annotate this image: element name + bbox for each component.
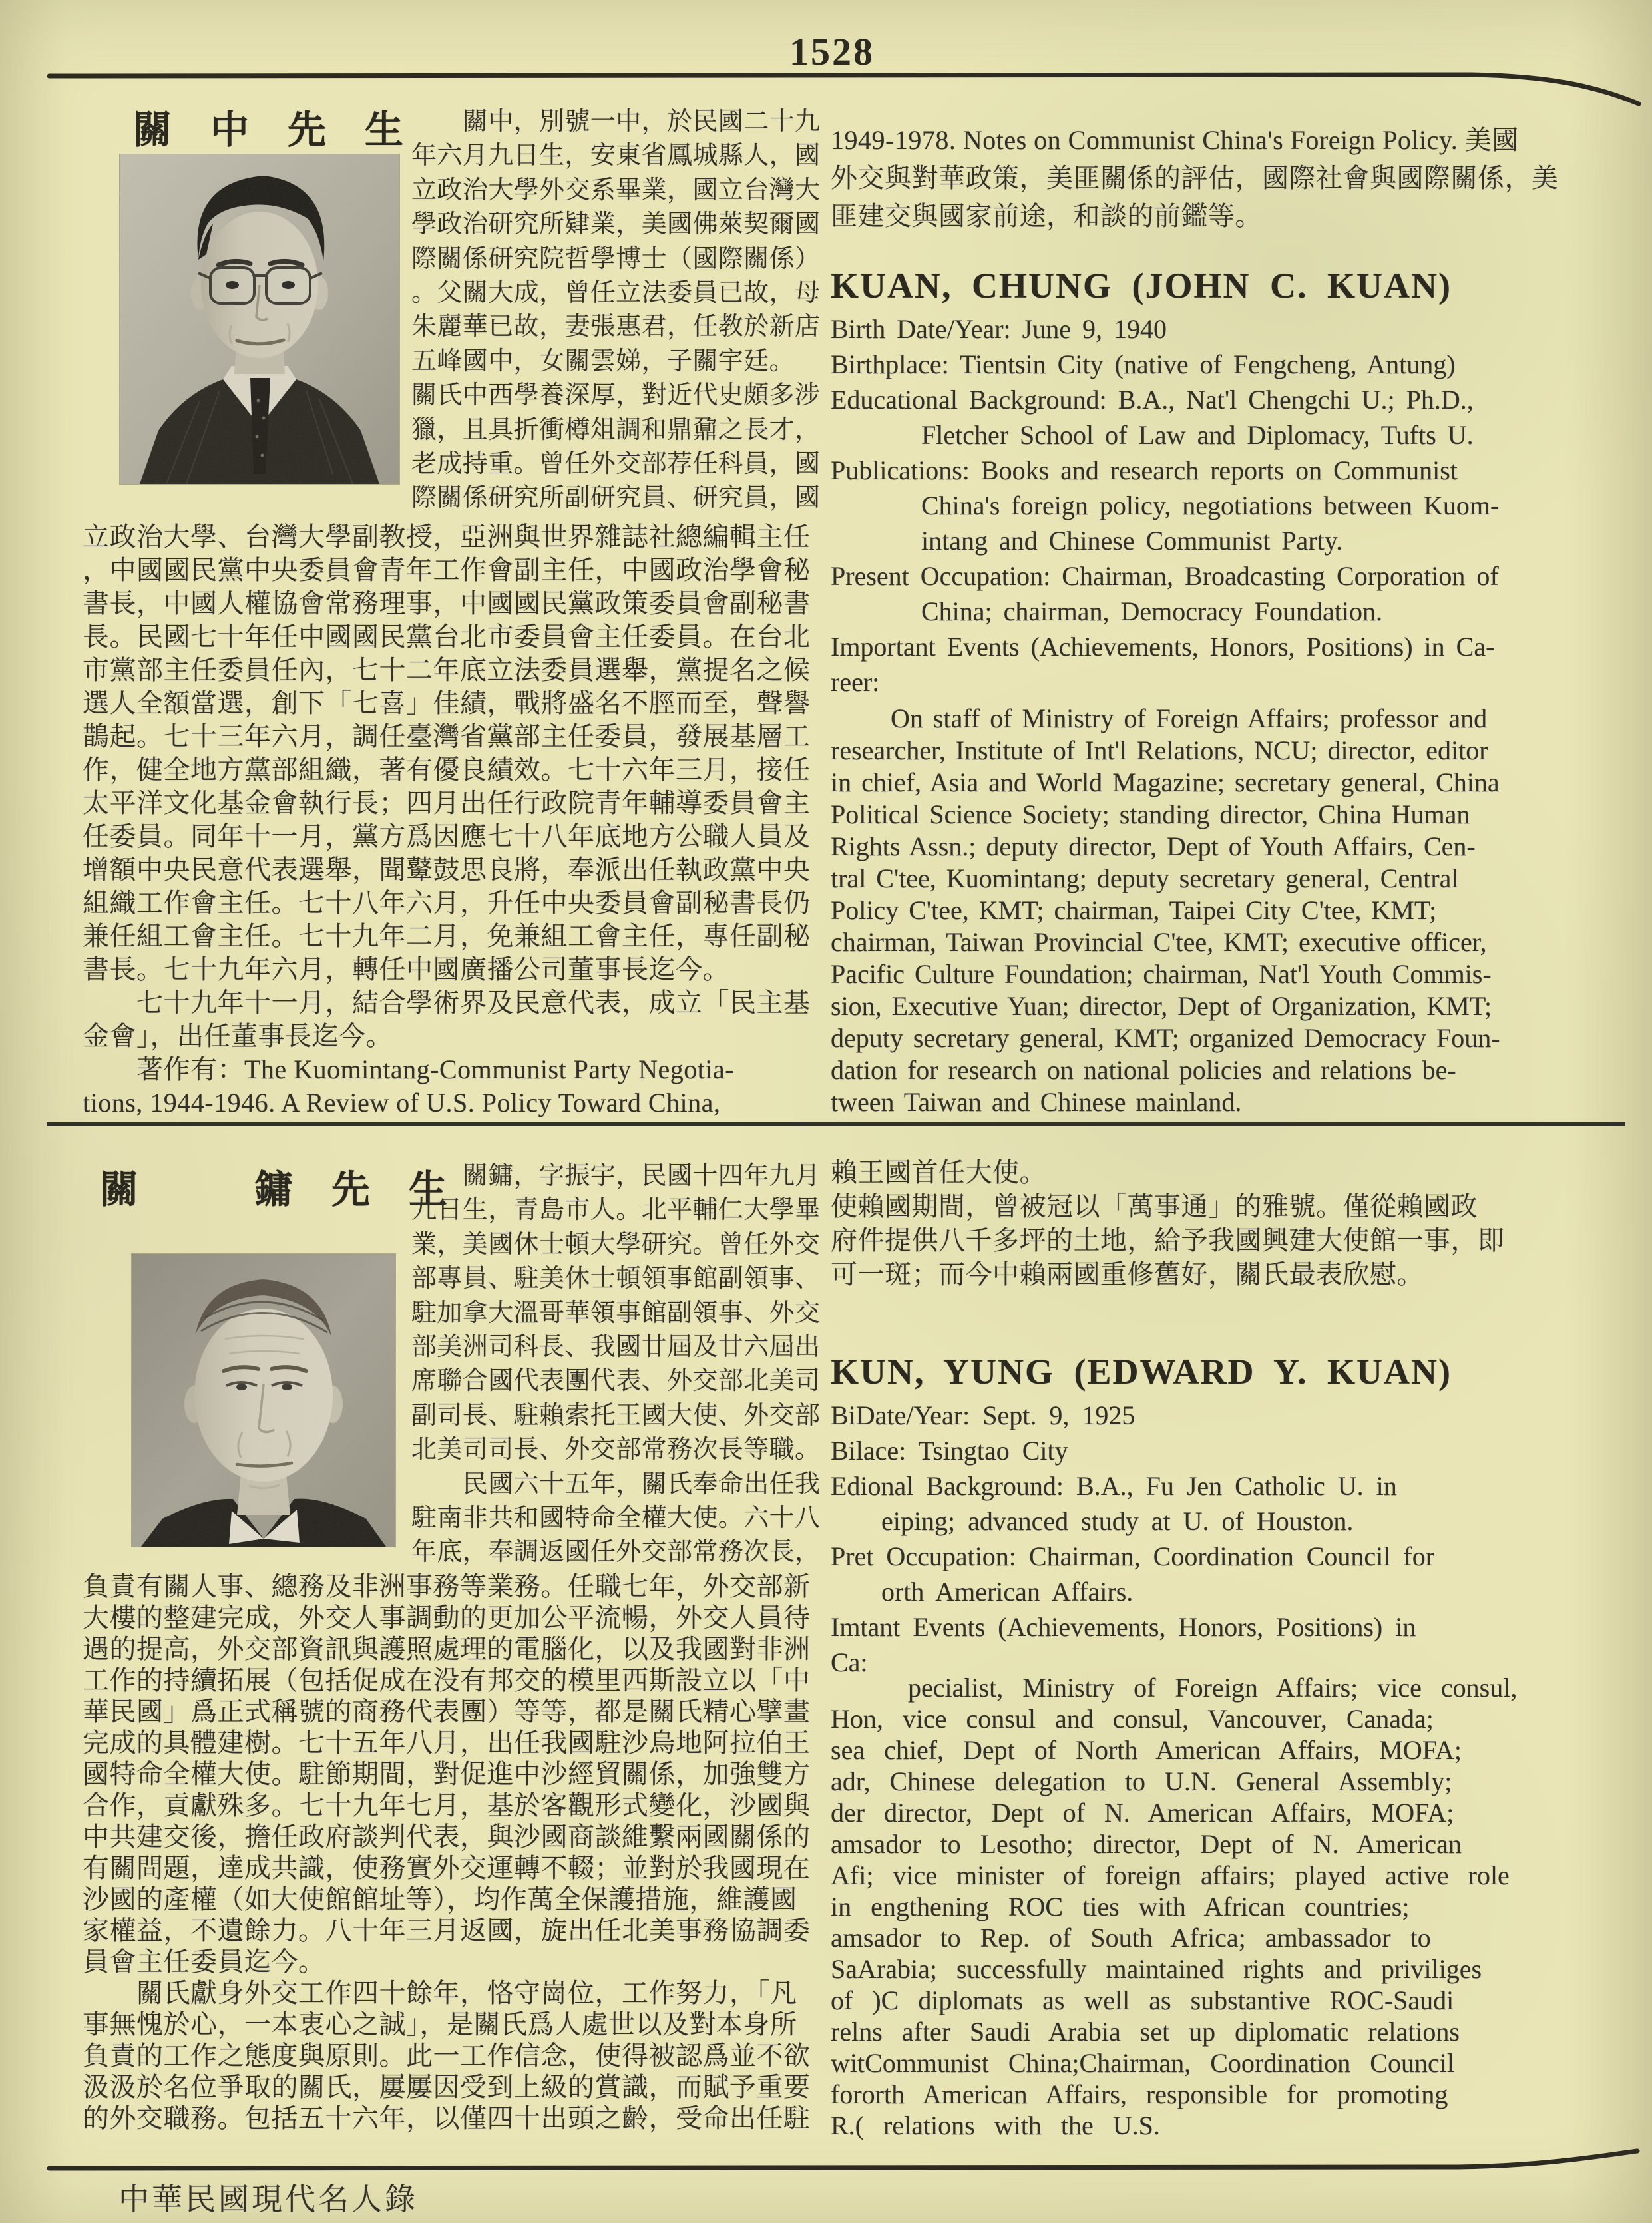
entry1-body-text: 立政治大學、台灣大學副教授，亞洲與世界雜誌社總編輯主任 ，中國國民黨中央委員會青年工作會副主任，中國政治學會秘 書長，中國人權協會常務理事，中國國民黨政策委員會副秘書 長。民國七十年任中國國民黨台北市委員會主任委員。在台北 市黨部主任委員任內，七十二年底立法委員選舉，黨提名之候 選人全額當選，創下「七喜」佳績，戰將盛名不脛而至，聲譽 鵲起。七十三年六月，調任臺灣省黨部主任委員，發展基層工 作，健全地方黨部組織，著有優良績效。七十六年三月，接任 太平洋文化基金會執行長；四月出任行政院青年輔導委員會主 任委員。同年十一月，黨方爲因應七十八年底地方公職人員及 增額中央民意代表選舉，聞鼙鼓思良將，奉派出任執政黨中央 組織工作會主任。七十八年六月，升任中央委員會副秘書長仍 兼任組工會主任。七十九年二月，免兼組工會主任，專任副秘 書長。七十九年六月，轉任中國廣播公司董事長迄今。 七十九年十一月，結合學術界及民意代表，成立「民主基 金會」，出任董事長迄今。 著作有：The Kuomintang-Communist Party Negotia- tions, 1944-1946. A Review of U.S. Policy Toward China, [83,522,811,1117]
entry1-intro-text: 關中，別號一中，於民國二十九 年六月九日生，安東省鳳城縣人，國 立政治大學外交系畢業，國立台灣大 學政治研究所肄業，美國佛萊契爾國 際關係研究院哲學博士（國際關係） 。父關大成，曾任立法委員已故，母 朱麗華已故，妻張惠君，任教於新店 五峰國中，女關雲娣，子關宇廷。 關氏中西學養深厚，對近代史頗多涉 獵，且具折衝樽俎調和鼎鼐之長才， 老成持重。曾任外交部荐任科員，國 際關係研究所副研究員、研究員，國 [411,108,821,512]
page-number: 1528 [789,30,875,73]
entry1-english-heading: KUAN, CHUNG (JOHN C. KUAN) [831,266,1452,305]
entry1-title: 關 中 先 生 [133,108,404,152]
entry-divider-rule [47,1122,1625,1126]
entry1-career-text: On staff of Ministry of Foreign Affairs; professor and researcher, Institute of Int'l Relations, NCU; director, editor in chief, Asia and World Magazine; secretary general, China Political Science Society; standing director, China Human Rights Assn.; deputy director, Dept of Youth Affairs, Cen- tral C'tee, Kuomintang; deputy secretary general, Central Policy C'tee, KMT; chairman, Taipei City C'tee, KMT; chairman, Taiwan Provincial C'tee, KMT; executive officer, Pacific Culture Foundation; chairman, Nat'l Youth Commis- sion, Executive Yuan; director, Dept of Organization, KMT; deputy secretary general, KMT; organized Democracy Foun- dation for research on national policies and relations be- tween Taiwan and Chinese mainland. [831,704,1500,1117]
entry2-intro-text: 關鏞，字振宇，民國十四年九月 九日生，青島市人。北平輔仁大學畢 業，美國休士頓大學研究。曾任外交 部專員、駐美休士頓領事館副領事、 駐加拿大溫哥華領事館副領事、外交 部美洲司科長、我國廿屆及廿六屆出 席聯合國代表團代表、外交部北美司 副司長、駐賴索托王國大使、外交部 北美司司長、外交部常務次長等職。 民國六十五年，關氏奉命出任我 駐南非共和國特命全權大使。六十八 年底，奉調返國任外交部常務次長， [411,1162,821,1567]
entry2-english-heading: KUN, YUNG (EDWARD Y. KUAN) [831,1352,1452,1392]
entry2-career-text: pecialist, Ministry of Foreign Affairs; vice consul, Hon, vice consul and consul, Vancouver, Canada; sea chief, Dept of North American Affairs, MOFA; adr, Chinese delegation to U.N. General Assembly; der director, Dept of N. American Affairs, MOFA; amsador to Lesotho; director, Dept of N. American Afi; vice minister of foreign affairs; played active role in engthening ROC ties with African countries; amsador to Rep. of South Africa; ambassador to SaArabia; successfully maintained rights and priviliges of )C diplomats as well as substantive ROC-Saudi relns after Saudi Arabia set up diplomatic relations witCommunist China;Chairman, Coordination Council fororth American Affairs, responsible for promoting R.( relations with the U.S. [831,1673,1518,2140]
entry2-body-text: 負責有關人事、總務及非洲事務等業務。任職七年，外交部新 大樓的整建完成，外交人事調動的更加公平流暢，外交人員待 遇的提高，外交部資訊與護照處理的電腦化，以及我國對非洲 工作的持續拓展（包括促成在没有邦交的模里西斯設立以「中 華民國」爲正式稱號的商務代表團）等等，都是關氏精心擘畫 完成的具體建樹。七十五年八月，出任我國駐沙烏地阿拉伯王 國特命全權大使。駐節期間，對促進中沙經貿關係，加強雙方 合作，貢獻殊多。七十九年七月，基於客觀形式變化，沙國與 中共建交後，擔任政府談判代表，與沙國商談維繫兩國關係的 有關問題，達成共識，使務實外交運轉不輟；並對於我國現在 沙國的產權（如大使館館址等），均作萬全保護措施，維護國 家權益，不遺餘力。八十年三月返國，旋出任北美事務協調委 員會主任委員迄今。 關氏獻身外交工作四十餘年，恪守崗位，工作努力，「凡 事無愧於心，一本衷心之誠」，是關氏爲人處世以及對本身所 負責的工作之態度與原則。此一工作信念，使得被認爲並不欲 汲汲於名位爭取的關氏，屢屢因受到上級的賞識，而賦予重要 的外交職務。包括五十六年，以僅四十出頭之齡，受命出任駐 [83,1571,811,2133]
book-title-footer: 中華民國現代名人錄 [118,2182,418,2216]
entry1-portrait-photo [120,154,399,484]
entry2-english-details: BiDate/Year: Sept. 9, 1925 Bilace: Tsingtao City Edional Background: B.A., Fu Jen Catholic U. in eiping; advanced study at U. of Houston. Pret Occupation: Chairman, Coordination Council for orth American Affairs. Imtant Events (Achievements, Honors, Positions) in Ca: [831,1400,1435,1677]
entry2-portrait-photo [132,1254,395,1547]
entry1-english-details: Birth Date/Year: June 9, 1940 Birthplace: Tientsin City (native of Fengcheng, Antung) Educational Background: B.A., Nat'l Chengchi U.; Ph.D., Fletcher School of Law and Diplomacy, Tufts U. Publications: Books and research reports on Communist China's foreign policy, negotiations between Kuom- intang and Chinese Communist Party. Present Occupation: Chairman, Broadcasting Corporation of China; chairman, Democracy Foundation. Important Events (Achievements, Honors, Positions) in Ca- reer: [831,314,1500,697]
entry1-publications-continued: 1949-1978. Notes on Communist China's Foreign Policy. 美國 外交與對華政策，美匪關係的評估，國際社會與國際關係，美 匪建交與國家前途，和談的前鑑等。 [831,125,1559,231]
entry2-title: 關 鏞 先 生 [100,1168,448,1211]
entry2-story-continued: 賴王國首任大使。 使賴國期間，曾被冠以「萬事通」的雅號。僅從賴國政 府件提供八千多坪的土地，給予我國興建大使館一事，即 可一斑；而今中賴兩國重修舊好，關氏最表欣慰。 [831,1157,1505,1289]
